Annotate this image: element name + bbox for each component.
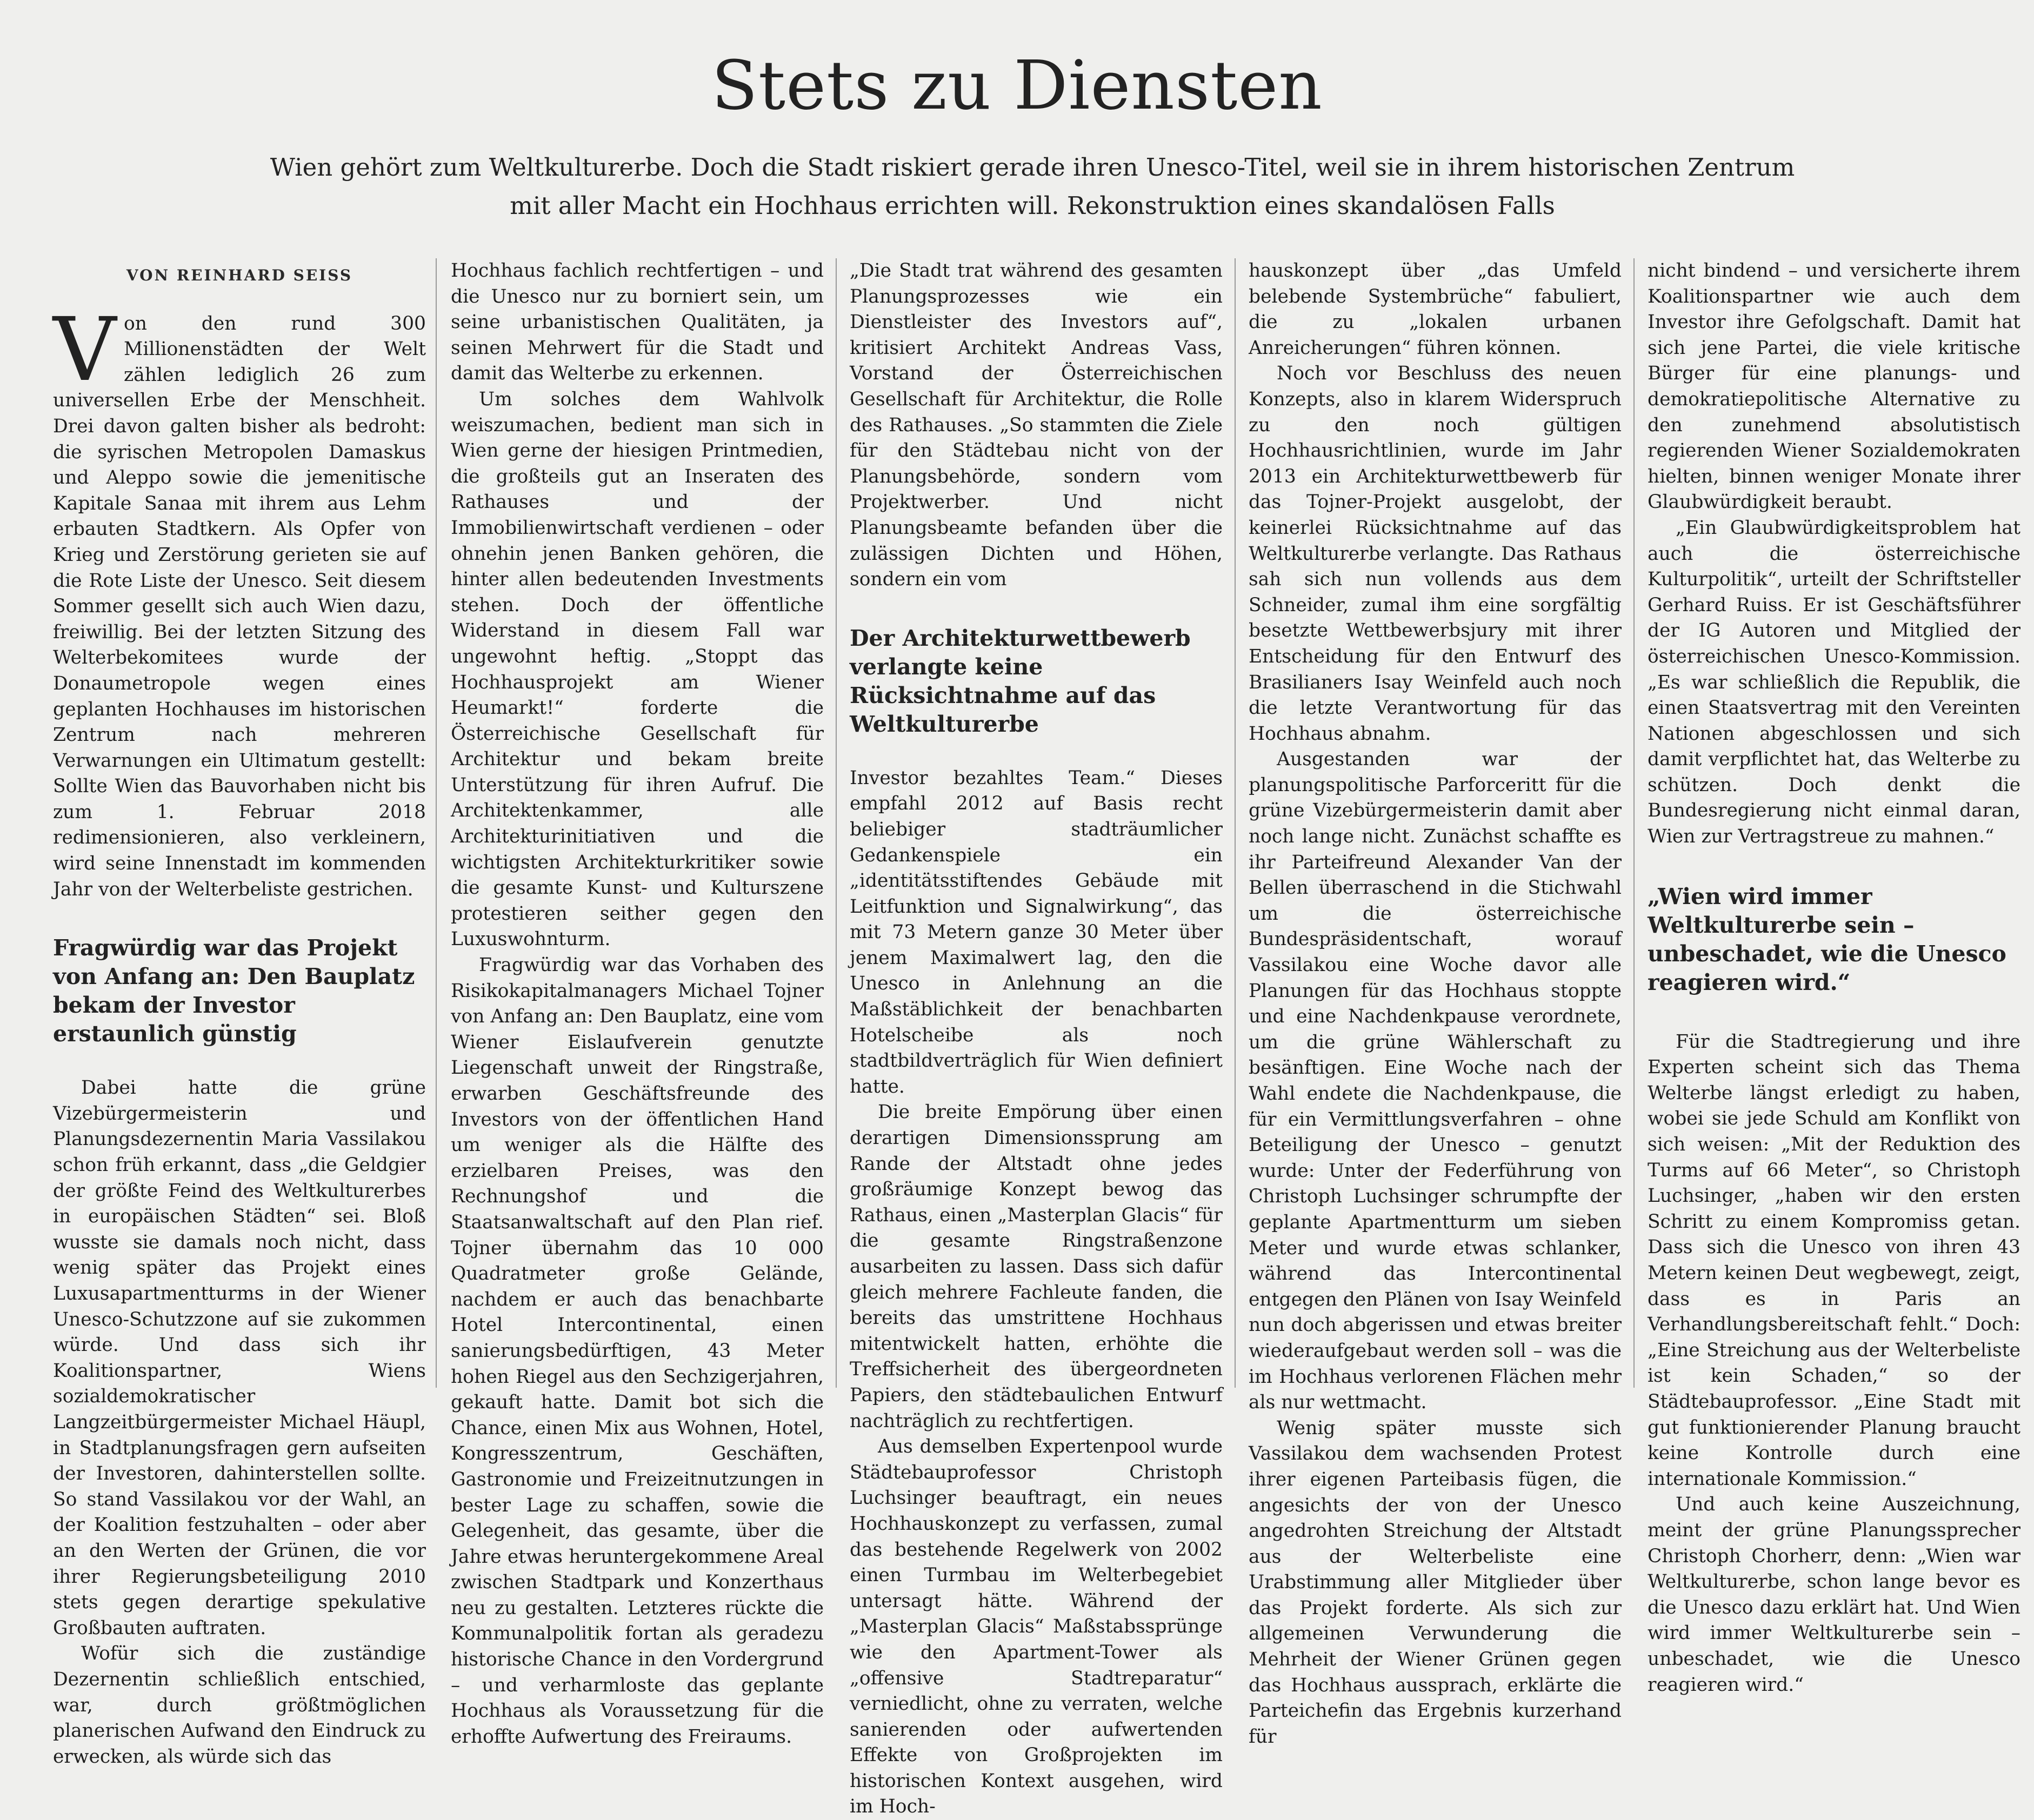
paragraph: nicht bindend – und versicherte ihrem Koalitionspartner wie auch dem Investor ihre Gefolgschaft. Damit hat sich jene Partei, die viele kritische Bürger für eine planungs- und demokratiepolitische Alternative zu den zunehmend absolutistisch regierenden Wiener Sozialdemokraten hielten, binnen weniger Monate ihrer Glaubwürdigkeit beraubt. (1648, 260, 2020, 513)
paragraph: Für die Stadtregierung und ihre Experten scheint sich das Thema Welterbe längst erledigt zu haben, wobei sie jede Schuld am Konflikt von sich weisen: „Mit der Reduktion des Turms auf 66 Meter“, so Christoph Luchsinger, „haben wir den ersten Schritt zu einem Kompromiss getan. Dass sich die Unesco von ihren 43 Metern keinen Deut wegbewegt, zeigt, dass es in Paris an Verhandlungsbereitschaft fehlt.“ Doch: „Eine Streichung aus der Welterbeliste ist kein Schaden,“ so der Städtebauprofessor. „Eine Stadt mit gut funktionierender Planung braucht keine Kontrolle durch eine internationale Kommission.“ (1648, 1031, 2020, 1490)
paragraph: Fragwürdig war das Vorhaben des Risikokapitalmanagers Michael Tojner von Anfang an: Den Bauplatz, eine vom Wiener Eislaufverein genutzte Liegenschaft unweit der Ringstraße, erwarben Geschäftsfreunde des Investors von der öffentlichen Hand um weniger als die Hälfte des erzielbaren Preises, was den Rechnungshof und die Staatsanwaltschaft auf den Plan rief. Tojner übernahm das 10 000 Quadratmeter große Gelände, nachdem er auch das benachbarte Hotel Intercontinental, einen sanierungsbedürftigen, 43 Meter hohen Riegel aus den Sechzigerjahren, gekauft hatte. Damit bot sich die Chance, einen Mix aus Wohnen, Hotel, Kongresszentrum, Geschäften, Gastronomie und Freizeitnutzungen in bester Lage zu schaffen, sowie die Gelegenheit, das gesamte, über die Jahre etwas heruntergekommene Areal zwischen Stadtpark und Konzerthaus neu zu gestalten. Letzteres rückte die Kommunalpolitik fortan als geradezu historische Chance in den Vordergrund – und verharmloste das geplante Hochhaus als Voraussetzung für die erhoffte Aufwertung des Freiraums. (451, 954, 824, 1748)
paragraph: Aus demselben Expertenpool wurde Städtebauprofessor Christoph Luchsinger beauftragt, ein neues Hochhauskonzept zu verfassen, zumal das bestehende Regelwerk von 2002 einen Turmbau im Welterbegebiet untersagt hätte. Während der „Masterplan Glacis“ Maßstabssprünge wie den Apartment-Tower als „offensive Stadtreparatur“ verniedlicht, ohne zu verraten, welche sanierenden oder aufwertenden Effekte von Großprojekten im historischen Kontext ausgehen, wird im Hoch- (850, 1436, 1223, 1818)
paragraph: Ausgestanden war der planungspolitische Parforceritt für die grüne Vizebürgermeisterin damit aber noch lange nicht. Zunächst schaffte es ihr Parteifreund Alexander Van der Bellen überraschend in die Stichwahl um die österreichische Bundespräsidentschaft, worauf Vassilakou eine Woche davor alle Planungen für das Hochhaus stoppte und eine Nachdenkpause verordnete, um die grüne Wählerschaft zu besänftigen. Eine Woche nach der Wahl endete die Nachdenkpause, die für ein Vermittlungsverfahren – ohne Beteiligung der Unesco – genutzt wurde: Unter der Federführung von Christoph Luchsinger schrumpfte der geplante Apartmentturm um sieben Meter und wurde etwas schlanker, während das Intercontinental entgegen den Plänen von Isay Weinfeld nun doch abgerissen und etwas breiter wiederaufgebaut werden soll – was die im Hochhaus verlorenen Flächen mehr als nur wettmacht. (1249, 748, 1622, 1414)
paragraph: Und auch keine Auszeichnung, meint der grüne Planungssprecher Christoph Chorherr, denn: „Wien war Weltkulturerbe, schon lange bevor es die Unesco dazu erklärt hat. Und Wien wird immer Weltkulturerbe sein – unbeschadet, wie die Unesco reagieren wird.“ (1648, 1494, 2020, 1696)
column-3 (850, 258, 1223, 1818)
paragraph: Investor bezahltes Team.“ Dieses empfahl 2012 auf Basis recht beliebiger stadträumlicher Gedankenspiele ein „identitätsstiftendes Gebäude mit Leitfunktion und Signalwirkung“, das mit 73 Metern ganze 30 Meter über jenem Maximalwert lag, den die Unesco in Anlehnung an die Maßstäblichkeit der benachbarten Hotelscheibe als noch stadtbildverträglich für Wien definiert hatte. (850, 767, 1223, 1098)
subheading: Der Architekturwettbewerb verlangte keine Rücksichtnahme auf das Weltkulturerbe (850, 625, 1191, 737)
column-rule (436, 258, 437, 1388)
paragraph: hauskonzept über „das Umfeld belebende Systembrüche“ fabuliert, die zu „lokalen urbanen Anreicherungen“ führen können. (1249, 260, 1622, 359)
paragraph: Hochhaus fachlich rechtfertigen – und die Unesco nur zu borniert sein, um seine urbanistischen Qualitäten, ja seinen Mehrwert für die Stadt und damit das Welterbe zu erkennen. (451, 260, 824, 385)
pull-quote: „Wien wird immer Weltkulturerbe sein – unbeschadet, wie die Unesco reagieren wird.“ (1648, 883, 2006, 995)
column-rule (1633, 258, 1635, 1388)
paragraph: „Ein Glaubwürdigkeitsproblem hat auch die österreichische Kulturpolitik“, urteilt der Schriftsteller Gerhard Ruiss. Er ist Geschäftsführer der IG Autoren und Mitglied der österreichischen Unesco-Kommission. „Es war schließlich die Republik, die einen Staatsvertrag mit den Vereinten Nationen abgeschlossen und sich damit verpflichtet hat, das Welterbe zu schützen. Doch denkt die Bundesregierung nicht einmal daran, Wien zur Vertragstreue zu mahnen.“ (1648, 517, 2020, 848)
column-2 (451, 258, 824, 1748)
paragraph: Die breite Empörung über einen derartigen Dimensionssprung am Rande der Altstadt ohne jedes großräumige Konzept bewog das Rathaus, einen „Masterplan Glacis“ für die gesamte Ringstraßenzone ausarbeiten zu lassen. Dass sich dafür gleich mehrere Fachleute fanden, die bereits das umstrittene Hochhaus mitentwickelt hatten, erhöhte die Treffsicherheit des übergeordneten Papiers, den städtebaulichen Entwurf nachträglich zu rechtfertigen. (850, 1101, 1223, 1432)
lead-paragraph (53, 299, 426, 903)
subheading: Fragwürdig war das Projekt von Anfang an: Den Bauplatz bekam der Investor erstaunlich günstig (53, 935, 415, 1047)
paragraph: „Die Stadt trat während des gesamten Planungsprozesses wie ein Dienstleister des Investors auf“, kritisiert Architekt Andreas Vass, Vorstand der Österreichischen Gesellschaft für Architektur, die Rolle des Rathauses. „So stammten die Ziele für den Städtebau nicht von der Planungsbehörde, sondern vom Projektwerber. Und nicht Planungsbeamte befanden über die zulässigen Dichten und Höhen, sondern ein vom (850, 260, 1223, 591)
paragraph: Dabei hatte die grüne Vizebürgermeisterin und Planungsdezernentin Maria Vassilakou schon früh erkannt, dass „die Geldgier der größte Feind des Weltkulturerbes in europäischen Städten“ sei. Bloß wusste sie damals noch nicht, dass wenig später das Projekt eines Luxusapartmentturms in der Wiener Unesco-Schutzzone auf sie zukommen würde. Und dass sich ihr Koalitionspartner, Wiens sozialdemokratischer Langzeitbürgermeister Michael Häupl, in Stadtplanungsfragen gern aufseiten der Investoren, dahinterstellen sollte. So stand Vassilakou vor der Wahl, an der Koalition festzuhalten – oder aber an den Werten der Grünen, die vor ihrer Regierungsbeteiligung 2010 stets gegen derartige spekulative Großbauten auftraten. (53, 1077, 426, 1639)
column-rule (1235, 258, 1236, 1388)
column-4 (1249, 258, 1622, 1748)
headline: Stets zu Diensten (711, 46, 1323, 125)
column-rule (836, 258, 837, 1388)
lead-text: on den rund 300 Millionenstädten der Welt zählen lediglich 26 zum universellen Erbe der Menschheit. Drei davon galten bisher als bedroht: die syrischen Metropolen Damaskus und Aleppo sowie die jemenitische Kapitale Sanaa mit ihrem aus Lehm erbauten Stadtkern. Als Opfer von Krieg und Zerstörung gerieten sie auf die Rote Liste der Unesco. Seit diesem Sommer gesellt sich auch Wien dazu, freiwillig. Bei der letzten Sitzung des Welterbekomitees wurde der Donaumetropole wegen eines geplanten Hochhauses im historischen Zentrum nach mehreren Verwarnungen ein Ultimatum gestellt: Sollte Wien das Bauvorhaben nicht bis zum 1. Februar 2018 redimensionieren, also verkleinern, wird seine Innenstadt im kommenden Jahr von der Welterbeliste gestrichen. (53, 312, 426, 900)
paragraph: Wofür sich die zuständige Dezernentin schließlich entschied, war, durch größtmöglichen planerischen Aufwand den Eindruck zu erwecken, als würde sich das (53, 1643, 426, 1768)
paragraph: Um solches dem Wahlvolk weiszumachen, bedient man sich in Wien gerne der hiesigen Printmedien, die großteils gut an Inseraten des Rathauses und der Immobilienwirtschaft verdienen – oder ohnehin jenen Banken gehören, die hinter allen bedeutenden Investments stehen. Doch der öffentliche Widerstand in diesem Fall war ungewohnt heftig. „Stoppt das Hochhausprojekt am Wiener Heumarkt!“ forderte die Österreichische Gesellschaft für Architektur und bekam breite Unterstützung für ihren Aufruf. Die Architektenkammer, alle Architekturinitiativen und die wichtigsten Architekturkritiker sowie die gesamte Kunst- und Kulturszene protestieren seither gegen den Luxuswohnturm. (451, 388, 824, 951)
column-1 (53, 258, 426, 1768)
column-5 (1648, 258, 2020, 1696)
paragraph: Noch vor Beschluss des neuen Konzepts, also in klarem Widerspruch zu den noch gültigen Hochhausrichtlinien, wurde im Jahr 2013 ein Architekturwettbewerb für das Tojner-Projekt ausgelobt, der keinerlei Rücksichtnahme auf das Weltkulturerbe verlangte. Das Rathaus sah sich nun vollends aus dem Schneider, zumal ihm eine sorgfältig besetzte Wettbewerbsjury mit ihrer Entscheidung für den Entwurf des Brasilianers Isay Weinfeld auch noch die letzte Verantwortung für das Hochhaus abnahm. (1249, 363, 1622, 745)
drop-cap: V (53, 299, 116, 401)
byline: VON REINHARD SEISS (126, 266, 353, 284)
paragraph: Wenig später musste sich Vassilakou dem wachsenden Protest ihrer eigenen Parteibasis fügen, die angesichts der von der Unesco angedrohten Streichung der Altstadt aus der Welterbeliste eine Urabstimmung aller Mitglieder über das Projekt forderte. Als sich zur allgemeinen Verwunderung die Mehrheit der Wiener Grünen gegen das Hochhaus aussprach, erklärte die Parteichefin das Ergebnis kurzerhand für (1249, 1417, 1622, 1748)
subheadline: Wien gehört zum Weltkulturerbe. Doch die Stadt riskiert gerade ihren Unesco-Titel, weil sie in ihrem historischen Zentrum mit aller Macht ein Hochhaus errichten will. Rekonstruktion eines skandalösen Falls (270, 153, 1795, 220)
